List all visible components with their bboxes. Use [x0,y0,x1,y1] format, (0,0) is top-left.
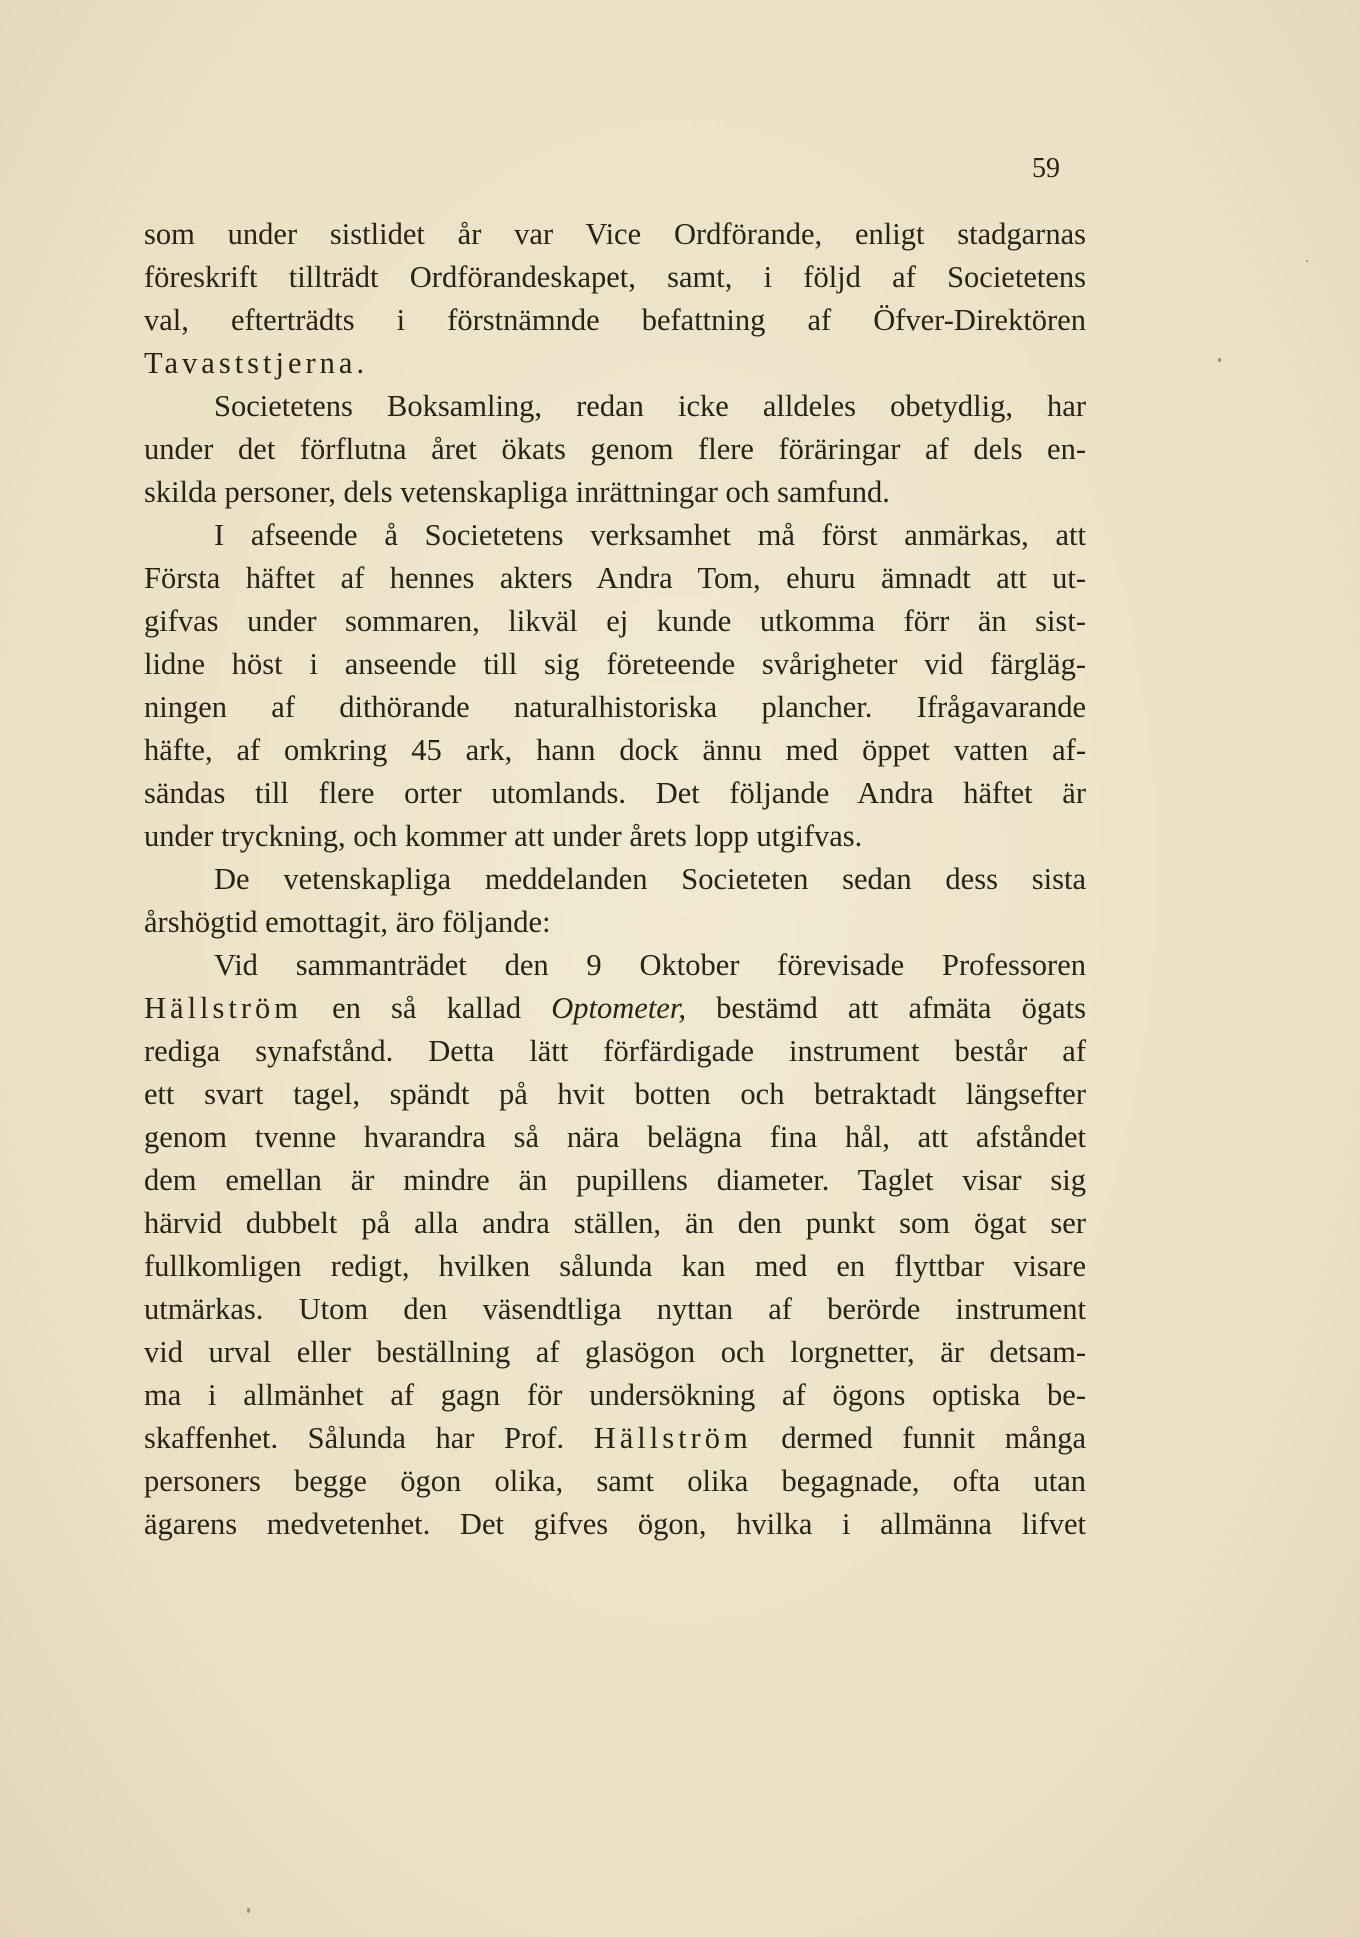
text-line: föreskrift tillträdt Ordförandeskapet, samt, i följd af Societetens [144,260,1086,294]
text-line: dem emellan är mindre än pupillens diameter. Taglet visar sig [144,1163,1086,1197]
text-line: häfte, af omkring 45 ark, hann dock ännu med öppet vatten af- [144,733,1086,767]
paragraph-3 [144,514,1086,858]
text-line [144,987,1086,1030]
person-name: Hällström [144,991,302,1025]
text-line: vid urval eller beställning af glasögon och lorgnetter, är detsam- [144,1335,1086,1369]
text-line: I afseende å Societetens verksamhet må först anmärkas, att [214,518,1086,552]
text-line: fullkomligen redigt, hvilken sålunda kan med en flyttbar visare [144,1249,1086,1283]
text-line: val, efterträdts i förstnämnde befattning af Öfver-Direktören [144,303,1086,337]
text-line: härvid dubbelt på alla andra ställen, än den punkt som ögat ser [144,1206,1086,1240]
text-line [144,342,1086,385]
text-line: skilda personer, dels vetenskapliga inrättningar och samfund. [144,475,890,509]
text-line: ett svart tagel, spändt på hvit botten och betraktadt längsefter [144,1077,1086,1111]
text-line: personers begge ögon olika, samt olika begagnade, ofta utan [144,1464,1086,1498]
paper-speck [1218,358,1221,362]
text-line: ägarens medvetenhet. Det gifves ögon, hvilka i allmänna lifvet [144,1507,1086,1541]
text-line: under tryckning, och kommer att under årets lopp utgifvas. [144,819,863,853]
text-line: Vid sammanträdet den 9 Oktober förevisade Professoren [214,948,1086,982]
punctuation: . [356,346,365,380]
page-number: 59 [1032,153,1060,184]
text-line: De vetenskapliga meddelanden Societeten sedan dess sista [214,862,1086,896]
text-fragment: skaffenhet. Sålunda har Prof. [144,1421,594,1455]
text-line: rediga synafstånd. Detta lätt förfärdigade instrument består af [144,1034,1086,1068]
text-line: Societetens Boksamling, redan icke alldeles obetydlig, har [214,389,1086,423]
paper-speck [1306,260,1308,262]
body-text [144,213,1086,1546]
text-line: Första häftet af hennes akters Andra Tom, ehuru ämnadt att ut- [144,561,1086,595]
text-fragment: bestämd att afmäta ögats [685,991,1086,1025]
person-name: Tavaststjerna [144,346,357,380]
person-name: Hällström [593,1421,752,1455]
text-line: sändas till flere orter utomlands. Det följande Andra häftet är [144,776,1086,810]
text-line: gifvas under sommaren, likväl ej kunde utkomma förr än sist- [144,604,1086,638]
text-line: genom tvenne hvarandra så nära belägna fina hål, att afståndet [144,1120,1086,1154]
paragraph-2 [144,385,1086,514]
text-line: lidne höst i anseende till sig företeende svårigheter vid färgläg- [144,647,1086,681]
text-line: ningen af dithörande naturalhistoriska plancher. Ifrågavarande [144,690,1086,724]
paragraph-4 [144,858,1086,944]
paragraph-5 [144,944,1086,1546]
text-line: ma i allmänhet af gagn för undersökning af ögons optiska be- [144,1378,1086,1412]
text-fragment: dermed funnit många [751,1421,1086,1455]
paper-speck [247,1908,250,1913]
text-line: som under sistlidet år var Vice Ordförande, enligt stadgarnas [144,217,1086,251]
text-fragment: en så kallad [302,991,552,1025]
instrument-name: Optometer, [551,991,686,1025]
text-line: årshögtid emottagit, äro följande: [144,905,551,939]
text-line: under det förflutna året ökats genom flere föräringar af dels en- [144,432,1086,466]
text-line [144,1417,1086,1460]
text-line: utmärkas. Utom den väsendtliga nyttan af berörde instrument [144,1292,1086,1326]
paragraph-1 [144,213,1086,385]
